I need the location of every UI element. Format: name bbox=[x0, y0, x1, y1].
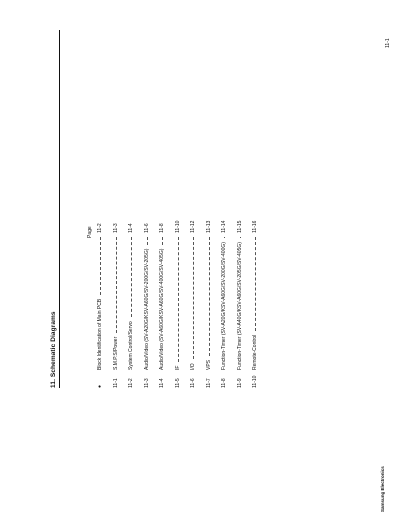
toc-entry-number: 11-7 bbox=[205, 378, 212, 388]
toc-entry-page: 11-3 bbox=[112, 223, 119, 233]
toc-dot-leader bbox=[193, 237, 194, 359]
toc-entry-number: 11-1 bbox=[112, 378, 119, 388]
toc-entry-number: 11-5 bbox=[174, 378, 181, 388]
toc-entry-label: Audio/Video (SV-A60G/KSV-A60G/SV-400G/SV-405G) bbox=[159, 248, 165, 370]
toc-entry bbox=[97, 188, 103, 388]
toc-entry-number: 11-10 bbox=[252, 375, 258, 388]
toc-dot-leader bbox=[240, 237, 241, 238]
toc-dot-leader bbox=[224, 237, 225, 238]
toc-entry-number: ● bbox=[97, 384, 103, 388]
toc-entry-number: 11-8 bbox=[221, 378, 227, 388]
toc-entry-page: 11-4 bbox=[128, 223, 134, 233]
toc-dot-leader bbox=[255, 237, 256, 331]
footer-company: Samsung Electronics bbox=[380, 466, 385, 512]
toc-entry bbox=[221, 188, 227, 388]
toc-entry-label: Audio/Video (SV-A20G/KSV-A60G/SV-200G/SV-205G) bbox=[143, 248, 150, 370]
page-column-header: Page bbox=[87, 226, 93, 238]
page-title: 11. Schematic Diagrams bbox=[50, 311, 57, 388]
toc-entry bbox=[113, 188, 119, 388]
toc-entry-label: Function-Timer (SV-A20G/KSV-A60G/SV-200G/SV-400G) bbox=[221, 242, 227, 370]
toc-entry-label: IF bbox=[174, 365, 181, 370]
toc-dot-leader bbox=[162, 237, 163, 245]
toc-entry bbox=[252, 188, 258, 388]
title-rule bbox=[59, 30, 60, 388]
toc-dot-leader bbox=[116, 237, 117, 333]
toc-entry-number: 11-3 bbox=[143, 378, 150, 388]
toc-entry bbox=[144, 188, 150, 388]
toc-entry-label: VPS bbox=[205, 359, 212, 370]
toc-entry-page: 11-8 bbox=[159, 223, 165, 233]
toc-entry bbox=[237, 188, 243, 388]
toc-entry-page: 11-16 bbox=[252, 220, 258, 233]
toc-entry bbox=[175, 188, 181, 388]
toc-entry-page: 11-10 bbox=[174, 220, 181, 233]
toc-entry-number: 11-4 bbox=[159, 378, 165, 388]
toc-entry-page: 11-2 bbox=[97, 223, 103, 233]
toc-entry-number: 11-2 bbox=[128, 378, 134, 388]
toc-dot-leader bbox=[131, 237, 132, 317]
toc-entry-page: 11-6 bbox=[143, 223, 150, 233]
toc-entry-label: System Control/Servo bbox=[128, 321, 134, 370]
toc-entry-label: Remote-Control bbox=[252, 334, 258, 370]
footer-page-number: 11-1 bbox=[385, 38, 391, 48]
toc-entry-page: 11-12 bbox=[190, 220, 196, 233]
toc-entry bbox=[190, 188, 196, 388]
toc-entry-number: 11-6 bbox=[190, 378, 196, 388]
toc-entry-number: 11-9 bbox=[236, 378, 243, 388]
toc-dot-leader bbox=[178, 237, 179, 362]
toc-dot-leader bbox=[100, 237, 101, 295]
toc-entry-page: 11-15 bbox=[236, 220, 243, 233]
toc-entry bbox=[206, 188, 212, 388]
toc-entry-label: Function-Timer (SV-A40G/KSV-A60G/SV-205G/SV-405G) bbox=[236, 242, 243, 370]
toc-dot-leader bbox=[147, 237, 148, 245]
toc-entry-label: Block Identification of Main PCB bbox=[97, 298, 103, 370]
toc-entry-label: I/O bbox=[190, 363, 196, 370]
toc-entry bbox=[159, 188, 165, 388]
toc-entry-page: 11-13 bbox=[205, 220, 212, 233]
toc-dot-leader bbox=[209, 237, 210, 356]
toc-entry-page: 11-14 bbox=[221, 220, 227, 233]
toc-entry bbox=[128, 188, 134, 388]
toc-entry-label: S.M.P.S/Power bbox=[112, 336, 119, 370]
